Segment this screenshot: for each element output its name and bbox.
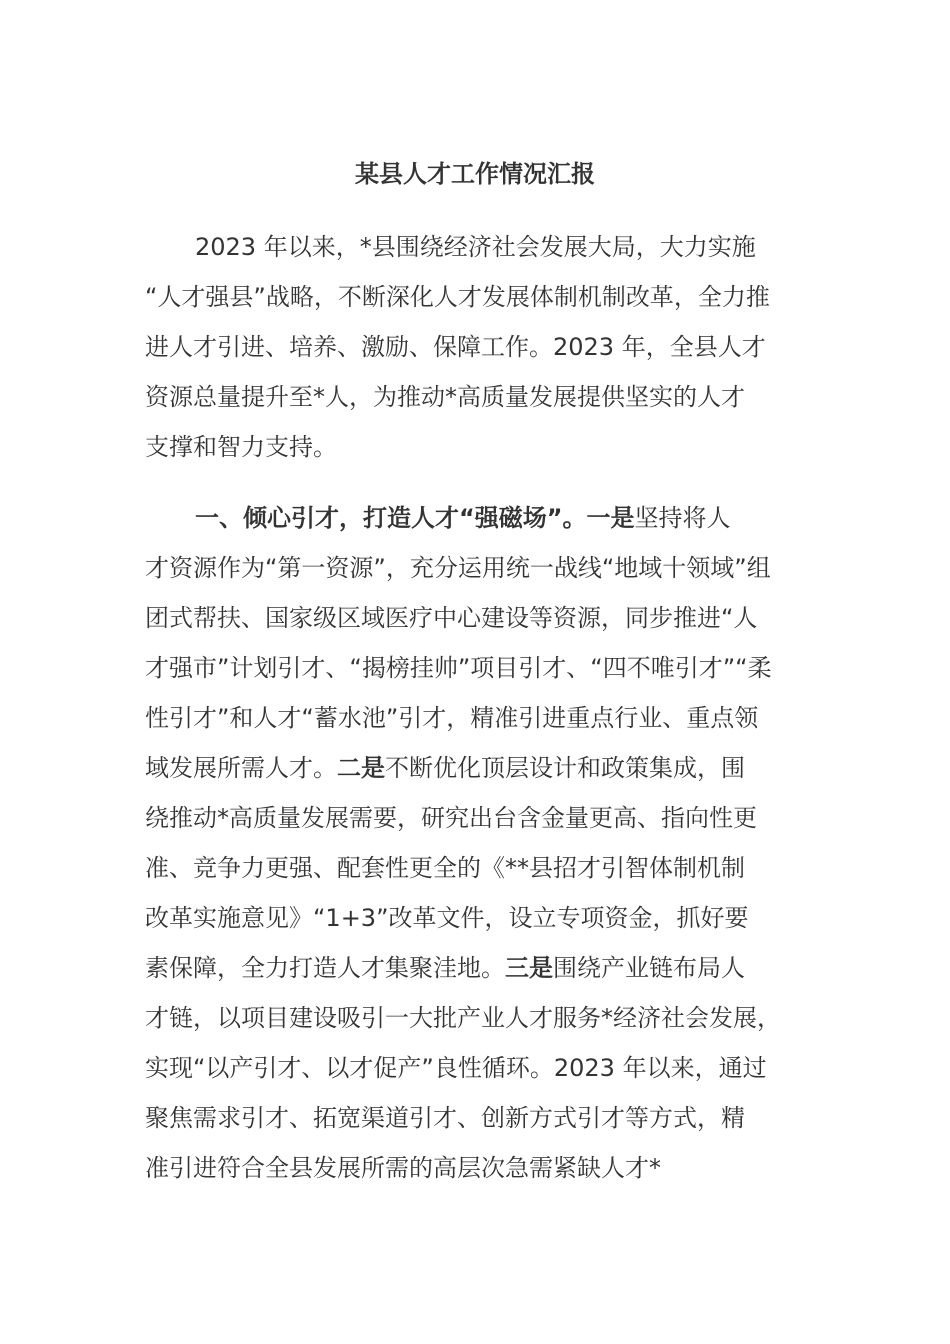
paragraph-line: 实现“以产引才、以才促产”良性循环。2023 年以来，通过 [145, 1054, 767, 1082]
point-marker: 三是 [505, 954, 553, 982]
paragraph-line: 才链，以项目建设吸引一大批产业人才服务*经济社会发展， [145, 1004, 781, 1032]
paragraph-line [145, 493, 830, 543]
paragraph-line: 才资源作为“第一资源”，充分运用统一战线“地域十领域”组 [145, 554, 771, 582]
paragraph-line: 聚焦需求引才、拓宽渠道引才、创新方式引才等方式，精 [145, 1104, 745, 1132]
line-text: 素保障，全力打造人才集聚洼地。 [145, 954, 505, 982]
paragraph-line: 才强市”计划引才、“揭榜挂帅”项目引才、“四不唯引才”“柔 [145, 654, 772, 682]
paragraph-line: 准、竞争力更强、配套性更全的《**县招才引智体制机制 [145, 854, 745, 882]
paragraph-line [145, 743, 830, 793]
paragraph-line: 改革实施意见》“1+3”改革文件，设立专项资金，抓好要 [145, 904, 749, 932]
paragraph-line: 性引才”和人才“蓄水池”引才，精准引进重点行业、重点领 [145, 704, 759, 732]
paragraph-line: 团式帮扶、国家级区域医疗中心建设等资源，同步推进“人 [145, 604, 758, 632]
point-marker: 二是 [337, 754, 385, 782]
paragraph-line: 进人才引进、培养、激励、保障工作。2023 年，全县人才 [145, 333, 766, 361]
section-heading: 一、倾心引才，打造人才“强磁场”。 [195, 504, 587, 532]
paragraph-line: 资源总量提升至*人，为推动*高质量发展提供坚实的人才 [145, 383, 745, 411]
paragraph-line: 支撑和智力支持。 [145, 433, 337, 461]
section-one-paragraph [145, 493, 830, 1193]
line-text: 坚持将人 [634, 504, 731, 532]
paragraph-line [145, 943, 830, 993]
paragraph-line: 2023 年以来，*县围绕经济社会发展大局，大力实施 [195, 233, 756, 261]
point-marker: 一是 [586, 504, 635, 532]
line-text: 域发展所需人才。 [145, 754, 337, 782]
paragraph-line: “人才强县”战略，不断深化人才发展体制机制改革，全力推 [145, 283, 770, 311]
line-text: 围绕产业链布局人 [553, 954, 745, 982]
document-title: 某县人才工作情况汇报 [355, 160, 595, 188]
intro-paragraph [145, 222, 830, 472]
line-text: 不断优化顶层设计和政策集成，围 [385, 754, 745, 782]
paragraph-line: 绕推动*高质量发展需要，研究出台含金量更高、指向性更 [145, 804, 757, 832]
paragraph-line: 准引进符合全县发展所需的高层次急需紧缺人才* [145, 1154, 661, 1182]
